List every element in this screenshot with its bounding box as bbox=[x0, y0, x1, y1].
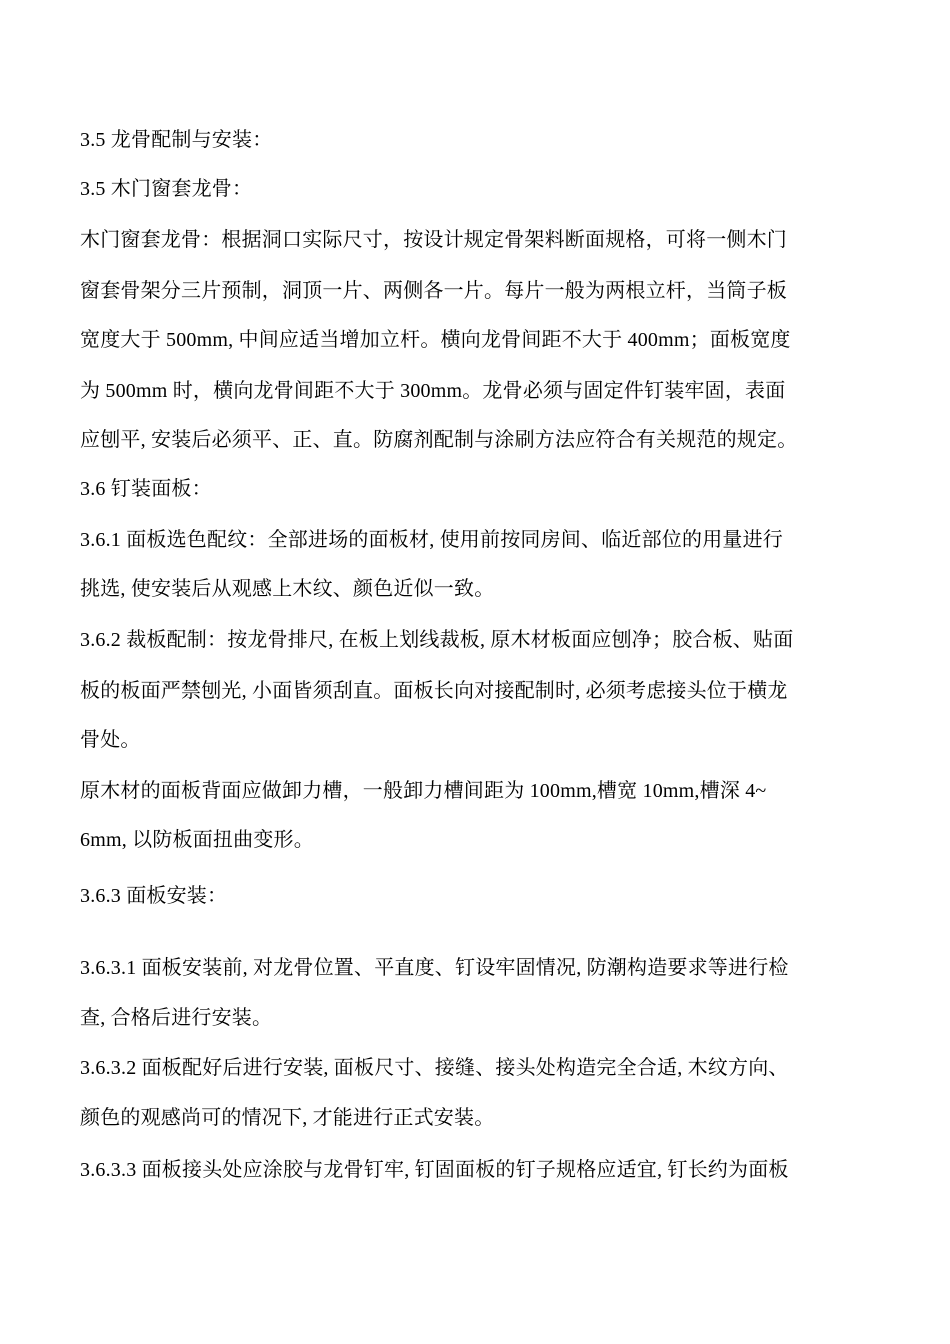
paragraph-line: 3.6.2 裁板配制：按龙骨排尺, 在板上划线裁板, 原木材板面应刨净；胶合板、贴面 bbox=[80, 629, 794, 651]
paragraph-line: 3.6.3.1 面板安装前, 对龙骨位置、平直度、钉设牢固情况, 防潮构造要求等进行检 bbox=[80, 957, 789, 979]
paragraph-line: 挑选, 使安装后从观感上木纹、颜色近似一致。 bbox=[80, 578, 495, 600]
paragraph-line: 3.6.3.3 面板接头处应涂胶与龙骨钉牢, 钉固面板的钉子规格应适宜, 钉长约为面板 bbox=[80, 1159, 789, 1181]
heading-3-6-3-panel-installation: 3.6.3 面板安装： bbox=[80, 885, 228, 907]
paragraph-line: 骨处。 bbox=[80, 729, 141, 751]
paragraph-line: 窗套骨架分三片预制，洞顶一片、两侧各一片。每片一般为两根立杆，当筒子板 bbox=[80, 280, 787, 302]
heading-3-6-panel-nailing: 3.6 钉装面板： bbox=[80, 478, 212, 500]
paragraph-line: 原木材的面板背面应做卸力槽，一般卸力槽间距为 100mm,槽宽 10mm,槽深 4~ bbox=[80, 780, 767, 802]
paragraph-line: 应刨平, 安装后必须平、正、直。防腐剂配制与涂刷方法应符合有关规范的规定。 bbox=[80, 429, 798, 451]
paragraph-line: 颜色的观感尚可的情况下, 才能进行正式安装。 bbox=[80, 1107, 495, 1129]
paragraph-line: 查, 合格后进行安装。 bbox=[80, 1007, 273, 1029]
paragraph-line: 宽度大于 500mm, 中间应适当增加立杆。横向龙骨间距不大于 400mm；面板宽度 bbox=[80, 329, 791, 351]
paragraph-line: 3.6.3.2 面板配好后进行安装, 面板尺寸、接缝、接头处构造完全合适, 木纹方向、 bbox=[80, 1057, 789, 1079]
paragraph-line: 木门窗套龙骨：根据洞口实际尺寸，按设计规定骨架料断面规格，可将一侧木门 bbox=[80, 229, 787, 251]
paragraph-line: 3.6.1 面板选色配纹：全部进场的面板材, 使用前按同房间、临近部位的用量进行 bbox=[80, 529, 783, 551]
paragraph-line: 6mm, 以防板面扭曲变形。 bbox=[80, 829, 314, 851]
heading-3-5-keel-fabrication: 3.5 龙骨配制与安装： bbox=[80, 129, 273, 151]
heading-3-5-door-window-keel: 3.5 木门窗套龙骨： bbox=[80, 178, 253, 200]
paragraph-line: 板的板面严禁刨光, 小面皆须刮直。面板长向对接配制时, 必须考虑接头位于横龙 bbox=[80, 680, 788, 702]
paragraph-line: 为 500mm 时，横向龙骨间距不大于 300mm。龙骨必须与固定件钉装牢固，表面 bbox=[80, 380, 786, 402]
